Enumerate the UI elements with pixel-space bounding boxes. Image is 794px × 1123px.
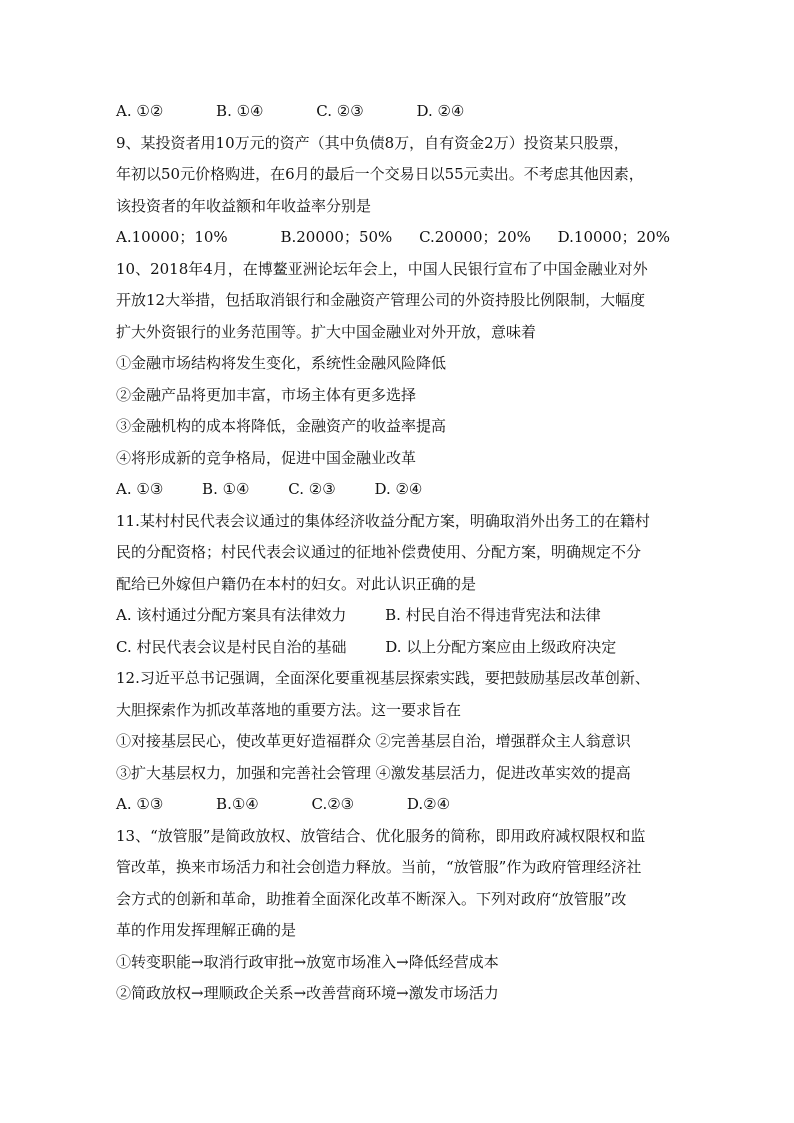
q12-option-d: D.②④	[406, 795, 451, 813]
q11-option-d: D. 以上分配方案应由上级政府决定	[385, 637, 617, 656]
q10-stem-line: 扩大外资银行的业务范围等。扩大中国金融业对外开放，意味着	[116, 322, 537, 341]
q10-statement: ③金融机构的成本将降低，金融资产的收益率提高	[116, 417, 447, 435]
q10-option-d: D. ②④	[374, 480, 423, 498]
q11-option-a: A. 该村通过分配方案具有法律效力	[116, 606, 347, 624]
q11-option-b: B. 村民自治不得违背宪法和法律	[385, 606, 601, 624]
q9-stem-line: 该投资者的年收益额和年收益率分别是	[116, 196, 372, 215]
q13-stem-line: 革的作用发挥理解正确的是	[116, 921, 297, 939]
q13-stem-line: 管改革，换来市场活力和社会创造力释放。当前，“放管服”作为政府管理经济社	[116, 858, 642, 876]
q10-statement: ②金融产品将更加丰富，市场主体有更多选择	[116, 385, 417, 404]
q8-option-d: D. ②④	[416, 102, 465, 120]
q10-stem-line: 开放12大举措，包括取消银行和金融资产管理公司的外资持股比例限制，大幅度	[116, 291, 646, 309]
q9-option-a: A.10000；10%	[116, 228, 228, 246]
q13-statement: ①转变职能→取消行政审批→放宽市场准入→降低经营成本	[116, 952, 499, 971]
q11-stem-line: 配给已外嫁但户籍仍在本村的妇女。对此认识正确的是	[116, 574, 477, 593]
q10-stem-line: 10、2018年4月，在博鳌亚洲论坛年会上，中国人民银行宣布了中国金融业对外	[116, 259, 648, 278]
q10-option-a: A. ①③	[116, 480, 164, 498]
q10-statement: ①金融市场结构将发生变化，系统性金融风险降低	[116, 354, 447, 372]
q11-stem-line: 民的分配资格；村民代表会议通过的征地补偿费使用、分配方案，明确规定不分	[116, 543, 642, 561]
q11-options-row	[116, 632, 686, 664]
q12-option-c: C.②③	[311, 795, 355, 813]
q8-option-c: C. ②③	[316, 102, 364, 120]
q13-statement: ②简政放权→理顺政企关系→改善营商环境→激发市场活力	[116, 984, 499, 1002]
q8-option-a: A. ①②	[116, 102, 164, 120]
q8-options	[116, 96, 686, 128]
q9-option-c: C.20000；20%	[419, 228, 531, 246]
q12-stem-line: 大胆探索作为抓改革落地的重要方法。这一要求旨在	[116, 700, 462, 719]
q11-option-c: C. 村民代表会议是村民自治的基础	[116, 637, 347, 656]
q10-option-c: C. ②③	[288, 480, 336, 498]
q12-option-a: A. ①③	[116, 795, 164, 813]
q10-options	[116, 474, 686, 506]
exam-page	[116, 96, 686, 1010]
q12-statement-line: ③扩大基层权力，加强和完善社会管理 ④激发基层活力，促进改革实效的提高	[116, 763, 631, 782]
q12-statement-line: ①对接基层民心，使改革更好造福群众 ②完善基层自治，增强群众主人翁意识	[116, 732, 631, 750]
q9-stem-line: 9、某投资者用10万元的资产（其中负债8万，自有资金2万）投资某只股票，	[116, 133, 629, 152]
q13-stem-line: 会方式的创新和革命，助推着全面深化改革不断深入。下列对政府“放管服”改	[116, 889, 627, 908]
q11-stem-line: 11.某村村民代表会议通过的集体经济收益分配方案，明确取消外出务工的在籍村	[116, 511, 650, 530]
q11-options-row	[116, 600, 686, 632]
q13-stem-line: 13、“放管服”是简政放权、放管结合、优化服务的简称，即用政府减权限权和监	[116, 826, 646, 845]
q9-option-d: D.10000；20%	[557, 228, 670, 246]
q12-stem-line: 12.习近平总书记强调，全面深化要重视基层探索实践，要把鼓励基层改革创新、	[116, 669, 650, 687]
q9-option-b: B.20000；50%	[280, 228, 393, 246]
q12-options	[116, 789, 686, 821]
q12-option-b: B.①④	[216, 795, 259, 813]
q10-option-b: B. ①④	[202, 480, 250, 498]
q9-options	[116, 222, 686, 254]
q10-statement: ④将形成新的竞争格局，促进中国金融业改革	[116, 448, 417, 467]
q8-option-b: B. ①④	[216, 102, 264, 120]
q9-stem-line: 年初以50元价格购进，在6月的最后一个交易日以55元卖出。不考虑其他因素，	[116, 165, 644, 183]
